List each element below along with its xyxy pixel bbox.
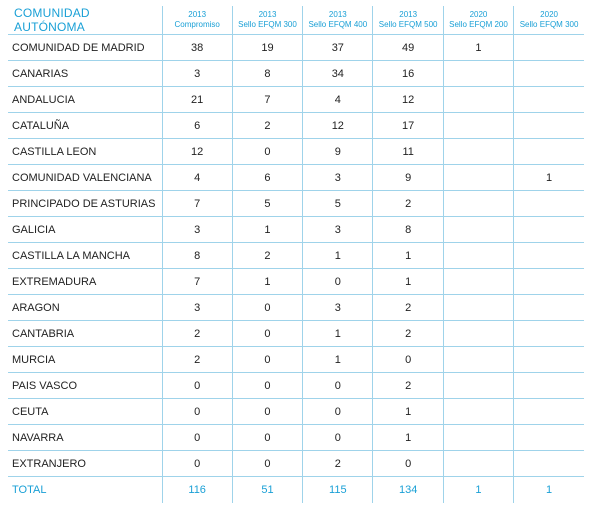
value-cell: 12 <box>162 139 232 165</box>
value-cell: 0 <box>232 295 302 321</box>
value-cell: 2 <box>162 347 232 373</box>
value-cell <box>514 321 584 347</box>
value-cell: 11 <box>373 139 443 165</box>
value-cell <box>514 87 584 113</box>
value-cell <box>514 399 584 425</box>
value-cell <box>443 113 513 139</box>
region-name: CASTILLA LEON <box>8 139 162 165</box>
total-cell: 115 <box>303 477 373 503</box>
column-year: 2020 <box>540 10 558 19</box>
region-name: ANDALUCIA <box>8 87 162 113</box>
column-header <box>303 6 373 35</box>
value-cell: 0 <box>232 139 302 165</box>
value-cell <box>443 87 513 113</box>
value-cell: 37 <box>303 35 373 61</box>
value-cell: 9 <box>303 139 373 165</box>
efqm-table <box>8 6 584 503</box>
value-cell <box>514 139 584 165</box>
value-cell: 3 <box>162 61 232 87</box>
region-name: ARAGON <box>8 295 162 321</box>
value-cell: 8 <box>232 61 302 87</box>
column-year: 2013 <box>399 10 418 19</box>
region-name: EXTRANJERO <box>8 451 162 477</box>
value-cell: 2 <box>232 243 302 269</box>
region-name: PAIS VASCO <box>8 373 162 399</box>
value-cell: 3 <box>303 217 373 243</box>
column-label: Sello EFQM 300 <box>519 20 579 29</box>
value-cell: 1 <box>303 243 373 269</box>
value-cell: 1 <box>303 321 373 347</box>
region-column-header: COMUNIDAD AUTÓNOMA <box>8 6 162 35</box>
value-cell: 5 <box>303 191 373 217</box>
table-row <box>8 217 584 243</box>
table-row <box>8 373 584 399</box>
value-cell: 0 <box>162 451 232 477</box>
table-row <box>8 243 584 269</box>
table-row <box>8 399 584 425</box>
value-cell: 0 <box>232 321 302 347</box>
value-cell: 21 <box>162 87 232 113</box>
value-cell: 4 <box>162 165 232 191</box>
value-cell: 0 <box>373 347 443 373</box>
value-cell: 2 <box>373 191 443 217</box>
value-cell: 17 <box>373 113 443 139</box>
value-cell: 0 <box>232 373 302 399</box>
value-cell: 0 <box>162 373 232 399</box>
table-row <box>8 321 584 347</box>
column-year: 2013 <box>328 10 347 19</box>
total-cell: 51 <box>232 477 302 503</box>
value-cell <box>443 61 513 87</box>
region-name: EXTREMADURA <box>8 269 162 295</box>
value-cell <box>443 451 513 477</box>
value-cell <box>443 139 513 165</box>
column-label: Sello EFQM 200 <box>449 20 508 29</box>
value-cell <box>514 243 584 269</box>
region-name: CATALUÑA <box>8 113 162 139</box>
value-cell: 3 <box>303 165 373 191</box>
value-cell <box>514 425 584 451</box>
value-cell: 0 <box>162 399 232 425</box>
column-header <box>514 6 584 35</box>
value-cell <box>514 35 584 61</box>
value-cell: 2 <box>232 113 302 139</box>
value-cell: 2 <box>303 451 373 477</box>
value-cell: 0 <box>232 451 302 477</box>
total-cell: 116 <box>162 477 232 503</box>
table-body <box>8 35 584 477</box>
value-cell <box>443 347 513 373</box>
value-cell: 9 <box>373 165 443 191</box>
value-cell <box>514 373 584 399</box>
efqm-table-container <box>8 6 584 503</box>
value-cell <box>443 269 513 295</box>
value-cell <box>514 61 584 87</box>
value-cell <box>443 243 513 269</box>
value-cell: 1 <box>373 425 443 451</box>
value-cell <box>514 191 584 217</box>
value-cell: 1 <box>232 269 302 295</box>
value-cell: 0 <box>232 399 302 425</box>
value-cell: 4 <box>303 87 373 113</box>
value-cell: 0 <box>232 347 302 373</box>
total-cell: 134 <box>373 477 443 503</box>
table-row <box>8 139 584 165</box>
value-cell: 8 <box>162 243 232 269</box>
value-cell: 0 <box>303 269 373 295</box>
header-row <box>8 6 584 35</box>
column-year: 2013 <box>258 10 277 19</box>
value-cell: 3 <box>303 295 373 321</box>
value-cell: 49 <box>373 35 443 61</box>
total-cell: 1 <box>514 477 584 503</box>
value-cell: 0 <box>303 425 373 451</box>
value-cell: 0 <box>232 425 302 451</box>
value-cell <box>443 217 513 243</box>
region-name: NAVARRA <box>8 425 162 451</box>
value-cell: 2 <box>373 295 443 321</box>
value-cell <box>514 451 584 477</box>
value-cell: 2 <box>373 373 443 399</box>
table-row <box>8 347 584 373</box>
value-cell: 2 <box>162 321 232 347</box>
value-cell: 2 <box>373 321 443 347</box>
column-header <box>162 6 232 35</box>
table-row <box>8 451 584 477</box>
value-cell: 7 <box>162 269 232 295</box>
value-cell: 7 <box>232 87 302 113</box>
column-label: Sello EFQM 500 <box>378 20 438 29</box>
value-cell: 1 <box>303 347 373 373</box>
table-row <box>8 295 584 321</box>
value-cell: 1 <box>232 217 302 243</box>
value-cell <box>443 165 513 191</box>
table-row <box>8 35 584 61</box>
value-cell: 1 <box>373 269 443 295</box>
value-cell: 1 <box>514 165 584 191</box>
value-cell: 0 <box>162 425 232 451</box>
value-cell: 3 <box>162 217 232 243</box>
value-cell: 0 <box>303 399 373 425</box>
value-cell: 19 <box>232 35 302 61</box>
value-cell: 16 <box>373 61 443 87</box>
value-cell <box>443 425 513 451</box>
value-cell <box>443 373 513 399</box>
value-cell: 1 <box>373 399 443 425</box>
column-year: 2020 <box>469 10 488 19</box>
value-cell: 1 <box>443 35 513 61</box>
region-name: COMUNIDAD DE MADRID <box>8 35 162 61</box>
table-row <box>8 269 584 295</box>
value-cell: 34 <box>303 61 373 87</box>
value-cell: 8 <box>373 217 443 243</box>
region-name: CEUTA <box>8 399 162 425</box>
value-cell: 7 <box>162 191 232 217</box>
column-year: 2013 <box>188 10 207 19</box>
value-cell <box>514 269 584 295</box>
value-cell <box>443 191 513 217</box>
value-cell <box>514 217 584 243</box>
value-cell: 0 <box>303 373 373 399</box>
value-cell: 0 <box>373 451 443 477</box>
column-header <box>443 6 513 35</box>
value-cell <box>514 295 584 321</box>
total-cell: 1 <box>443 477 513 503</box>
value-cell: 6 <box>162 113 232 139</box>
column-header <box>232 6 302 35</box>
value-cell <box>443 399 513 425</box>
table-row <box>8 191 584 217</box>
table-row <box>8 61 584 87</box>
value-cell <box>443 295 513 321</box>
value-cell: 38 <box>162 35 232 61</box>
column-label: Compromiso <box>174 20 220 29</box>
region-name: PRINCIPADO DE ASTURIAS <box>8 191 162 217</box>
table-row <box>8 165 584 191</box>
region-name: COMUNIDAD VALENCIANA <box>8 165 162 191</box>
value-cell: 3 <box>162 295 232 321</box>
column-label: Sello EFQM 400 <box>308 20 368 29</box>
value-cell: 12 <box>373 87 443 113</box>
total-label: TOTAL <box>8 477 162 503</box>
value-cell: 12 <box>303 113 373 139</box>
region-name: CANARIAS <box>8 61 162 87</box>
region-name: GALICIA <box>8 217 162 243</box>
region-name: MURCIA <box>8 347 162 373</box>
column-header <box>373 6 443 35</box>
value-cell <box>514 347 584 373</box>
region-name: CANTABRIA <box>8 321 162 347</box>
total-row <box>8 477 584 503</box>
value-cell: 5 <box>232 191 302 217</box>
column-label: Sello EFQM 300 <box>238 20 297 29</box>
table-row <box>8 87 584 113</box>
value-cell: 1 <box>373 243 443 269</box>
value-cell <box>443 321 513 347</box>
table-row <box>8 425 584 451</box>
value-cell: 6 <box>232 165 302 191</box>
value-cell <box>514 113 584 139</box>
region-name: CASTILLA LA MANCHA <box>8 243 162 269</box>
table-row <box>8 113 584 139</box>
